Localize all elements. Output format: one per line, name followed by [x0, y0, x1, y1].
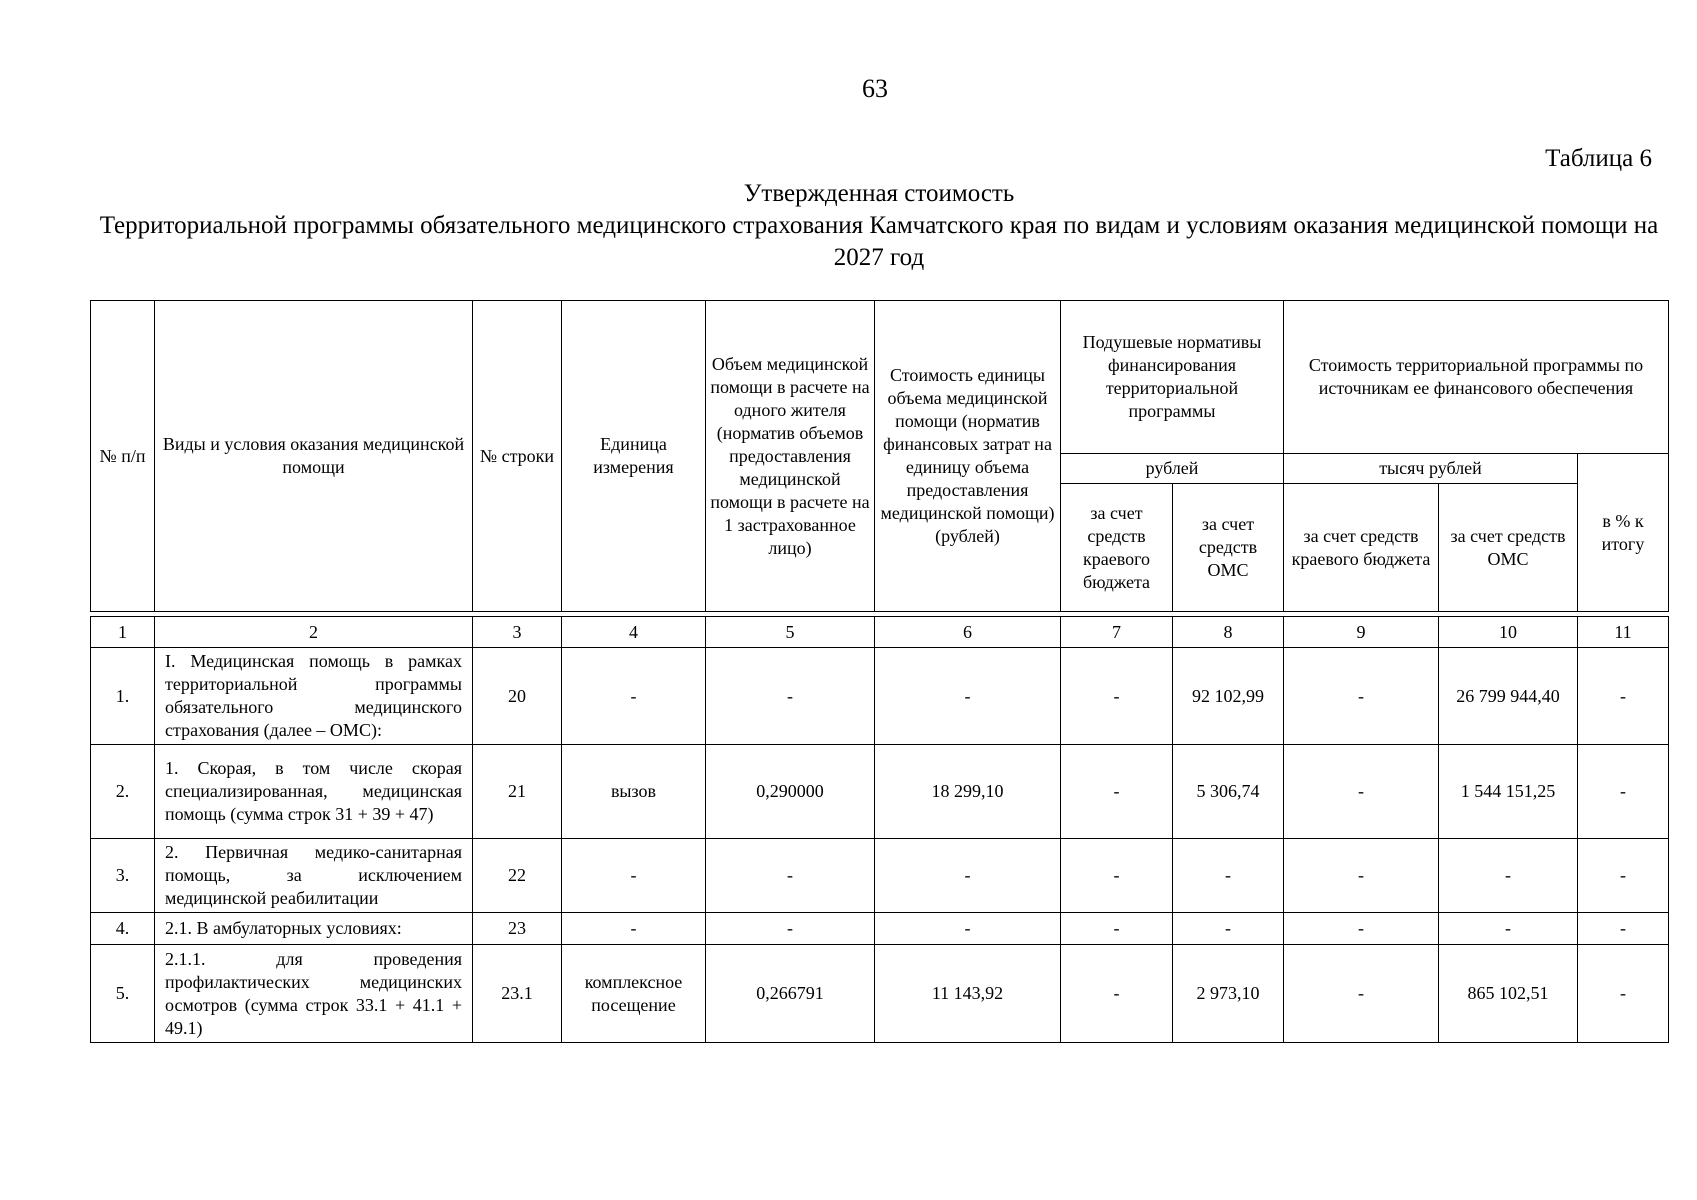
- row-unit: -: [562, 913, 706, 945]
- row-cost-oms: 26 799 944,40: [1439, 648, 1578, 745]
- column-number: 2: [155, 617, 473, 648]
- row-line: 23: [473, 913, 562, 945]
- row-percent: -: [1578, 913, 1669, 945]
- header-thousand-rubles: тысяч рублей: [1284, 454, 1578, 484]
- header-line: № строки: [473, 301, 562, 612]
- header-pc-oms: за счет средств ОМС: [1173, 484, 1284, 612]
- row-volume: -: [706, 648, 875, 745]
- row-unit-cost: 11 143,92: [875, 945, 1061, 1043]
- column-numbers-row: [91, 617, 1669, 648]
- column-number: 1: [91, 617, 155, 648]
- row-num: 5.: [91, 945, 155, 1043]
- row-percent: -: [1578, 839, 1669, 913]
- row-unit-cost: -: [875, 839, 1061, 913]
- row-num: 4.: [91, 913, 155, 945]
- row-unit: вызов: [562, 745, 706, 839]
- header-per-capita: Подушевые нормативы финансирования территориальной программы: [1061, 301, 1284, 454]
- row-percent: -: [1578, 745, 1669, 839]
- table-row: [91, 839, 1669, 913]
- row-pc-oms: 92 102,99: [1173, 648, 1284, 745]
- header-rubles: рублей: [1061, 454, 1284, 484]
- row-line: 21: [473, 745, 562, 839]
- header-num: № п/п: [91, 301, 155, 612]
- row-volume: 0,266791: [706, 945, 875, 1043]
- cost-table: [90, 300, 1669, 1043]
- table-row: [91, 945, 1669, 1043]
- row-volume: -: [706, 839, 875, 913]
- row-pc-oms: -: [1173, 839, 1284, 913]
- column-number: 11: [1578, 617, 1669, 648]
- column-number: 3: [473, 617, 562, 648]
- header-percent: в % к итогу: [1578, 454, 1669, 612]
- row-name: 2.1.1. для проведения профилактических медицинских осмотров (сумма строк 33.1 + 41.1 + 49.1): [155, 945, 473, 1043]
- row-num: 2.: [91, 745, 155, 839]
- column-number: 8: [1173, 617, 1284, 648]
- column-number: 5: [706, 617, 875, 648]
- row-percent: -: [1578, 945, 1669, 1043]
- row-line: 20: [473, 648, 562, 745]
- title-line-1: Утвержденная стоимость: [743, 180, 1015, 207]
- row-name: 2.1. В амбулаторных условиях:: [155, 913, 473, 945]
- title-line-2: Территориальной программы обязательного медицинского страхования Камчатского края по видам и условиям оказания медицинской помощи на 2027 год: [99, 212, 1659, 271]
- header-row-1: [91, 301, 1669, 454]
- row-volume: -: [706, 913, 875, 945]
- column-number: 4: [562, 617, 706, 648]
- row-unit: -: [562, 648, 706, 745]
- column-number: 6: [875, 617, 1061, 648]
- row-pc-budget: -: [1061, 913, 1173, 945]
- row-cost-oms: 1 544 151,25: [1439, 745, 1578, 839]
- row-unit: комплексное посещение: [562, 945, 706, 1043]
- column-number: 10: [1439, 617, 1578, 648]
- header-unit: Единица измерения: [562, 301, 706, 612]
- row-pc-budget: -: [1061, 745, 1173, 839]
- row-unit-cost: 18 299,10: [875, 745, 1061, 839]
- row-pc-budget: -: [1061, 945, 1173, 1043]
- row-pc-oms: 5 306,74: [1173, 745, 1284, 839]
- row-line: 23.1: [473, 945, 562, 1043]
- row-name: 1. Скорая, в том числе скорая специализированная, медицинская помощь (сумма строк 31 + 39 + 47): [155, 745, 473, 839]
- row-cost-oms: -: [1439, 839, 1578, 913]
- row-line: 22: [473, 839, 562, 913]
- header-type: Виды и условия оказания медицинской помощи: [155, 301, 473, 612]
- table-row: [91, 913, 1669, 945]
- row-num: 3.: [91, 839, 155, 913]
- row-pc-oms: 2 973,10: [1173, 945, 1284, 1043]
- header-cost-budget: за счет средств краевого бюджета: [1284, 484, 1439, 612]
- row-cost-budget: -: [1284, 745, 1439, 839]
- row-cost-budget: -: [1284, 839, 1439, 913]
- row-unit-cost: -: [875, 913, 1061, 945]
- document-title: [90, 178, 1668, 274]
- row-unit: -: [562, 839, 706, 913]
- row-cost-oms: -: [1439, 913, 1578, 945]
- header-volume: Объем медицинской помощи в расчете на одного жителя (норматив объемов предоставления медицинской помощи в расчете на 1 застрахованное лицо): [706, 301, 875, 612]
- page-number: 63: [862, 74, 888, 103]
- row-name: I. Медицинская помощь в рамках территориальной программы обязательного медицинского страхования (далее – ОМС):: [155, 648, 473, 745]
- row-percent: -: [1578, 648, 1669, 745]
- row-cost-oms: 865 102,51: [1439, 945, 1578, 1043]
- column-number: 7: [1061, 617, 1173, 648]
- row-volume: 0,290000: [706, 745, 875, 839]
- row-cost-budget: -: [1284, 913, 1439, 945]
- row-name: 2. Первичная медико-санитарная помощь, за исключением медицинской реабилитации: [155, 839, 473, 913]
- table-row: [91, 648, 1669, 745]
- row-pc-oms: -: [1173, 913, 1284, 945]
- table-label: Таблица 6: [1545, 145, 1652, 172]
- header-program-cost: Стоимость территориальной программы по источникам ее финансового обеспечения: [1284, 301, 1669, 454]
- table-row: [91, 745, 1669, 839]
- column-number: 9: [1284, 617, 1439, 648]
- row-cost-budget: -: [1284, 945, 1439, 1043]
- row-unit-cost: -: [875, 648, 1061, 745]
- header-unit-cost: Стоимость единицы объема медицинской помощи (норматив финансовых затрат на единицу объема предоставления медицинской помощи) (рублей): [875, 301, 1061, 612]
- row-pc-budget: -: [1061, 839, 1173, 913]
- header-pc-budget: за счет средств краевого бюджета: [1061, 484, 1173, 612]
- row-cost-budget: -: [1284, 648, 1439, 745]
- header-cost-oms: за счет средств ОМС: [1439, 484, 1578, 612]
- row-pc-budget: -: [1061, 648, 1173, 745]
- row-num: 1.: [91, 648, 155, 745]
